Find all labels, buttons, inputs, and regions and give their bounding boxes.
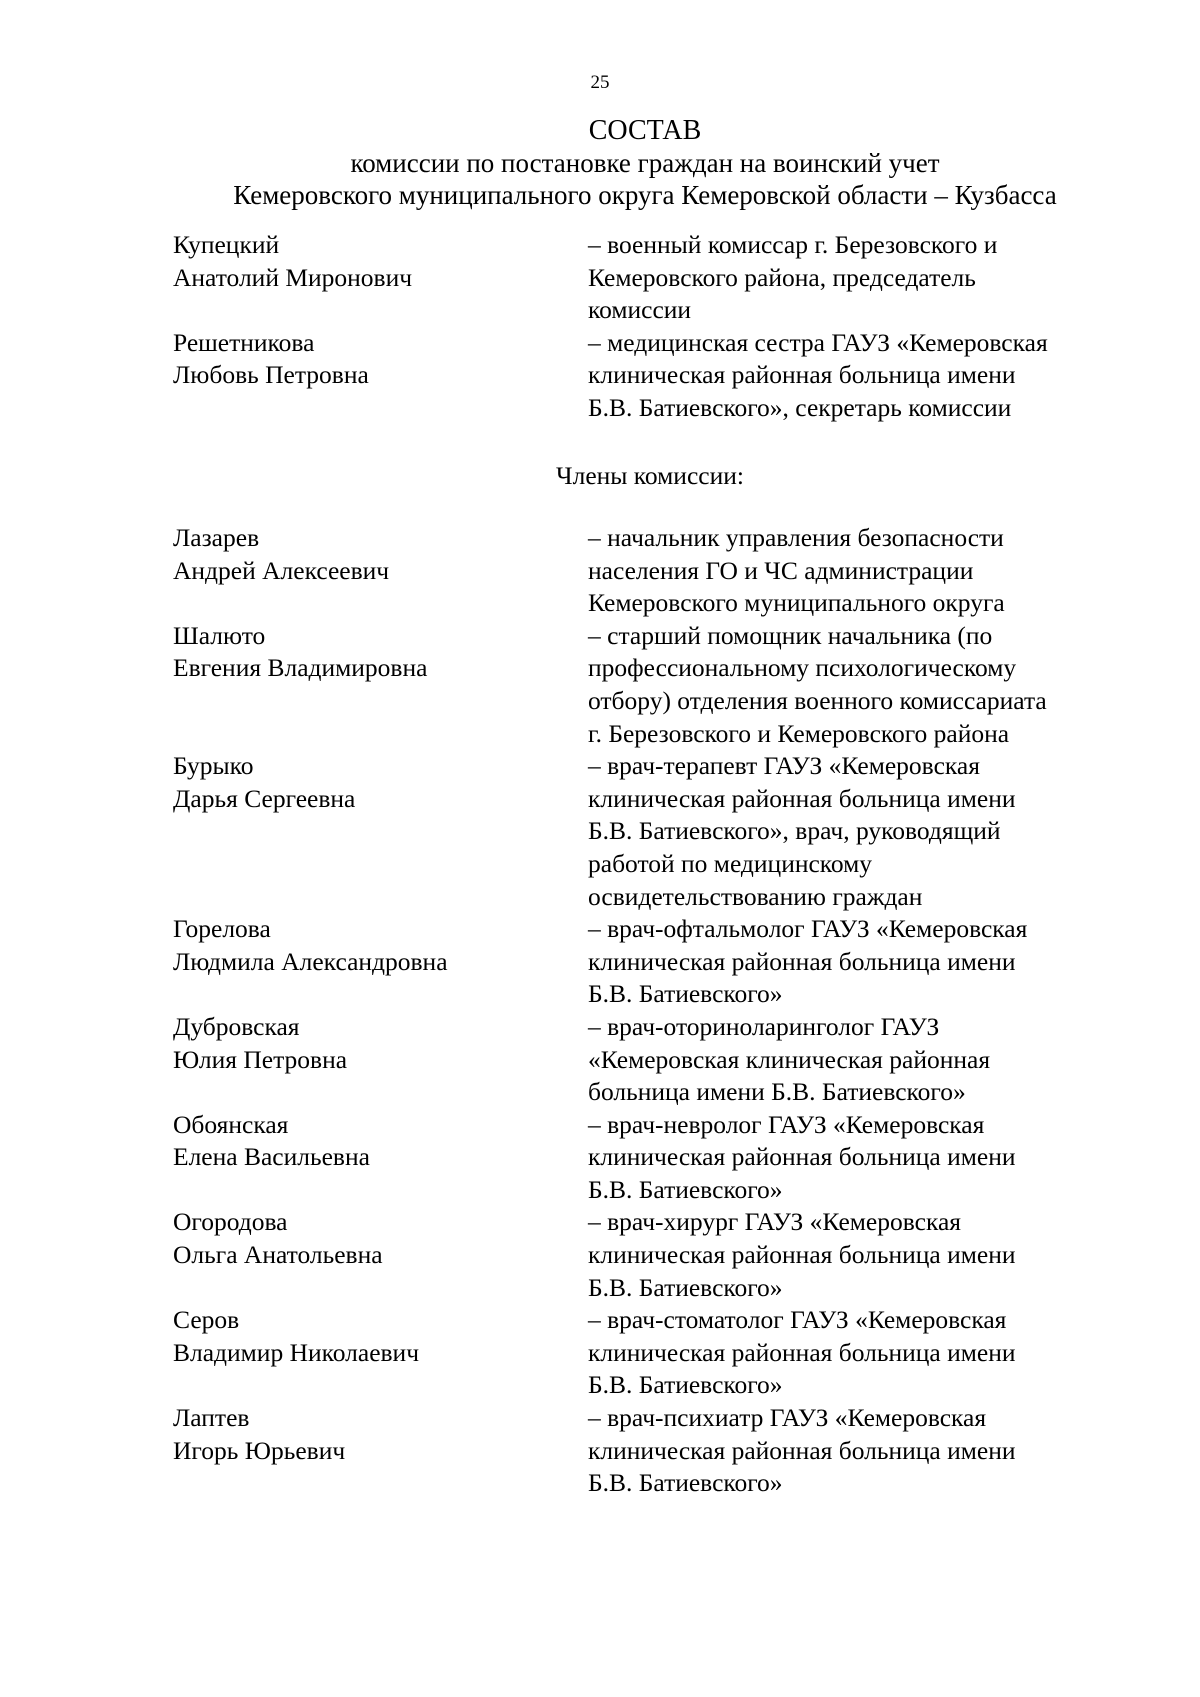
document-subtitle-line-2: Кемеровского муниципального округа Кемеровской области – Кузбасса (233, 180, 1057, 210)
person-role-line: – врач-офтальмолог ГАУЗ «Кемеровская (588, 914, 1028, 944)
person-given-names: Ольга Анатольевна (173, 1240, 383, 1270)
person-name (173, 229, 588, 327)
person-role (588, 1206, 1123, 1304)
person-role-line: – врач-психиатр ГАУЗ «Кемеровская (588, 1403, 987, 1433)
person-role-line: г. Березовского и Кемеровского района (588, 718, 1010, 748)
person-role-line: «Кемеровская клиническая районная (588, 1044, 991, 1074)
person-name (173, 1206, 588, 1304)
person-role (588, 229, 1123, 327)
person-name (173, 327, 588, 425)
person-role-line: Кемеровского района, председатель (588, 262, 976, 292)
person-role-line: – военный комиссар г. Березовского и (588, 230, 998, 259)
person-given-names: Людмила Александровна (173, 946, 448, 976)
person-name (173, 620, 588, 750)
person-role-line: – старший помощник начальника (по (588, 620, 993, 650)
document-subtitle-line-1: комиссии по постановке граждан на воинский учет (350, 148, 940, 178)
person-given-names: Елена Васильевна (173, 1142, 370, 1172)
person-role (588, 327, 1123, 425)
person-role-line: – врач-стоматолог ГАУЗ «Кемеровская (588, 1305, 1007, 1335)
person-role (588, 1109, 1123, 1207)
person-role-line: клиническая районная больница имени (588, 783, 1016, 813)
person-name (173, 1109, 588, 1207)
person-surname: Серов (173, 1305, 240, 1335)
person-entry (173, 913, 1123, 1011)
person-entry (173, 229, 1123, 327)
person-name (173, 522, 588, 620)
person-name (173, 1011, 588, 1109)
person-given-names: Юлия Петровна (173, 1044, 348, 1074)
person-role-line: клиническая районная больница имени (588, 1240, 1016, 1270)
page-number: 25 (590, 72, 610, 93)
person-role-line: – врач-оториноларинголог ГАУЗ (588, 1011, 940, 1041)
person-surname: Шалюто (173, 620, 266, 650)
person-surname: Горелова (173, 914, 271, 944)
person-role-line: Кемеровского муниципального округа (588, 588, 1005, 618)
person-role (588, 620, 1123, 750)
person-role (588, 913, 1123, 1011)
person-role-line: клиническая районная больница имени (588, 1337, 1016, 1367)
members-heading: Члены комиссии: (556, 461, 744, 490)
document-title: СОСТАВ (588, 115, 702, 146)
person-role-line: работой по медицинскому (588, 848, 873, 878)
person-role-line: Б.В. Батиевского» (588, 1272, 783, 1302)
person-role-line: Б.В. Батиевского» (588, 1174, 783, 1204)
person-given-names: Любовь Петровна (173, 360, 369, 390)
person-role-line: – медицинская сестра ГАУЗ «Кемеровская (588, 327, 1048, 357)
person-role-line: Б.В. Батиевского», врач, руководящий (588, 816, 1001, 846)
leadership-list (173, 229, 1123, 425)
person-entry (173, 1304, 1123, 1402)
person-surname: Лаптев (173, 1403, 250, 1433)
person-role-line: Б.В. Батиевского» (588, 979, 783, 1009)
person-role (588, 750, 1123, 913)
person-given-names: Владимир Николаевич (173, 1337, 420, 1367)
person-entry (173, 1011, 1123, 1109)
person-role-line: – врач-хирург ГАУЗ «Кемеровская (588, 1207, 961, 1237)
person-role-line: Б.В. Батиевского» (588, 1468, 783, 1498)
person-surname: Дубровская (173, 1011, 300, 1041)
person-role-line: клиническая районная больница имени (588, 360, 1016, 390)
person-role-line: – врач-терапевт ГАУЗ «Кемеровская (588, 751, 980, 781)
person-entry (173, 750, 1123, 913)
person-role-line: клиническая районная больница имени (588, 1435, 1016, 1465)
person-role-line: – начальник управления безопасности (588, 523, 1004, 552)
person-role-line: освидетельствованию граждан (588, 881, 923, 911)
person-surname: Огородова (173, 1207, 288, 1237)
person-role-line: комиссии (588, 295, 692, 325)
person-surname: Решетникова (173, 327, 315, 357)
person-role-line: профессиональному психологическому (588, 653, 1017, 683)
person-surname: Бурыко (173, 751, 254, 781)
person-entry (173, 327, 1123, 425)
person-role-line: отбору) отделения военного комиссариата (588, 685, 1047, 715)
person-role-line: клиническая районная больница имени (588, 946, 1016, 976)
person-name (173, 750, 588, 913)
person-role (588, 1402, 1123, 1500)
person-given-names: Андрей Алексеевич (173, 555, 390, 585)
person-name (173, 1304, 588, 1402)
person-role (588, 522, 1123, 620)
person-entry (173, 522, 1123, 620)
person-given-names: Евгения Владимировна (173, 653, 428, 683)
person-role-line: – врач-невролог ГАУЗ «Кемеровская (588, 1109, 985, 1139)
person-surname: Лазарев (173, 523, 260, 552)
person-given-names: Анатолий Миронович (173, 262, 413, 292)
person-name (173, 913, 588, 1011)
person-role-line: больница имени Б.В. Батиевского» (588, 1077, 966, 1107)
person-entry (173, 1206, 1123, 1304)
person-name (173, 1402, 588, 1500)
person-entry (173, 620, 1123, 750)
person-surname: Купецкий (173, 230, 280, 259)
document-header (0, 114, 1200, 211)
person-role-line: клиническая районная больница имени (588, 1142, 1016, 1172)
person-role-line: Б.В. Батиевского», секретарь комиссии (588, 392, 1012, 422)
person-surname: Обоянская (173, 1109, 289, 1139)
person-given-names: Игорь Юрьевич (173, 1435, 346, 1465)
person-role (588, 1011, 1123, 1109)
person-entry (173, 1402, 1123, 1500)
person-entry (173, 1109, 1123, 1207)
person-given-names: Дарья Сергеевна (173, 783, 356, 813)
person-role (588, 1304, 1123, 1402)
person-role-line: населения ГО и ЧС администрации (588, 555, 974, 585)
members-list (173, 522, 1123, 1500)
person-role-line: Б.В. Батиевского» (588, 1370, 783, 1400)
